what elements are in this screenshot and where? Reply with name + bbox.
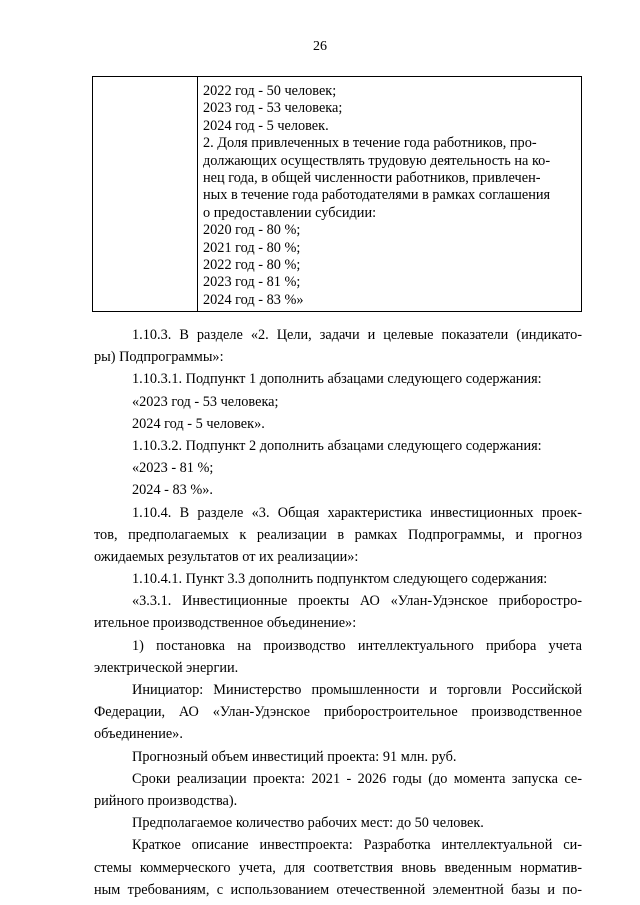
body-line: Сроки реализации проекта: 2021 - 2026 годы (до момента запуска се- [132,770,582,787]
body-line: Краткое описание инвестпроекта: Разработка интеллектуальной си- [132,837,582,854]
indicator-table [92,76,582,312]
table-line: 2. Доля привлеченных в течение года работников, про- [203,135,537,152]
body-line: 1.10.4. В разделе «3. Общая характеристика инвестиционных проек- [132,504,582,521]
body-line: Инициатор: Министерство промышленности и торговли Российской [132,682,582,698]
body-line: «3.3.1. Инвестиционные проекты АО «Улан-Удэнское приборостро- [132,593,582,610]
body-line: ры) Подпрограммы»: [94,349,224,366]
body-line: Предполагаемое количество рабочих мест: до 50 человек. [132,815,484,832]
body-line: 2024 - 83 %». [132,482,214,499]
body-line: рийного производства). [94,792,238,809]
table-line: 2020 год - 80 %; [203,222,301,239]
table-line: 2023 год - 53 человека; [203,100,343,117]
table-line: ных в течение года работодателями в рамках соглашения [203,187,551,204]
body-line: «2023 - 81 %; [132,460,214,477]
body-line: «2023 год - 53 человека; [132,393,279,410]
body-line: ительное производственное объединение»: [94,615,357,632]
table-column-divider [197,77,198,311]
page-number: 26 [313,39,327,54]
body-line: 1.10.4.1. Пункт 3.3 дополнить подпунктом следующего содержания: [132,571,548,588]
body-line: Прогнозный объем инвестиций проекта: 91 млн. руб. [132,748,457,765]
table-cell-indicators [203,83,575,309]
body-line: тов, предполагаемых к реализации в рамках Подпрограммы, и прогноз [94,526,582,543]
body-line: стемы коммерческого учета, для соответствия вновь введенным норматив- [94,859,582,876]
body-line: электрической энергии. [94,659,239,676]
table-line: должающих осуществлять трудовую деятельность на ко- [203,152,551,169]
table-line: о предоставлении субсидии: [203,204,377,221]
body-line: ным требованиям, с использованием отечественной элементной базы и по- [94,881,582,898]
table-line: 2022 год - 50 человек; [203,83,337,99]
table-line: 2022 год - 80 %; [203,257,301,274]
body-line: 2024 год - 5 человек». [132,415,265,432]
table-line: 2021 год - 80 %; [203,239,301,256]
document-body [94,324,582,901]
body-line: ожидаемых результатов от их реализации»: [94,548,359,565]
table-line: 2023 год - 81 %; [203,274,301,291]
table-line: 2024 год - 83 %» [203,291,304,308]
body-line: 1) постановка на производство интеллектуального прибора учета [132,637,582,654]
body-line: 1.10.3.1. Подпункт 1 дополнить абзацами следующего содержания: [132,371,542,388]
body-line: 1.10.3.2. Подпункт 2 дополнить абзацами следующего содержания: [132,437,542,454]
body-line: Федерации, АО «Улан-Удэнское приборостроительное производственное [94,704,582,721]
table-line: 2024 год - 5 человек. [203,117,329,134]
body-line: 1.10.3. В разделе «2. Цели, задачи и целевые показатели (индикато- [132,327,582,343]
body-line: объединение». [94,726,183,743]
table-line: нец года, в общей численности работников, привлечен- [203,170,541,187]
